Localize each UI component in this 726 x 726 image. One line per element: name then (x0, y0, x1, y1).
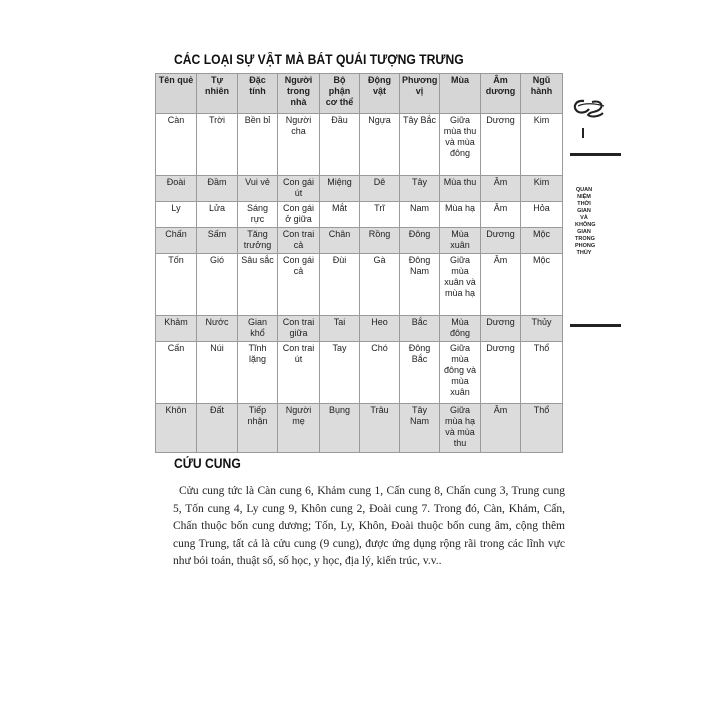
table-cell: Giữa mùa thu và mùa đông (440, 114, 481, 176)
table-cell: Tai (320, 316, 360, 342)
header-cell: Đặc tính (238, 74, 278, 114)
table-cell: Con gái út (278, 176, 320, 202)
table-cell: Bắc (400, 316, 440, 342)
table-cell: Tay (320, 342, 360, 404)
table-cell: Ly (156, 202, 197, 228)
header-cell: Bộ phận cơ thể (320, 74, 360, 114)
table-cell: Con gái cả (278, 254, 320, 316)
table-cell: Tĩnh lặng (238, 342, 278, 404)
table-cell: Đông Bắc (400, 342, 440, 404)
table-row (156, 254, 563, 316)
table-cell: Trâu (360, 404, 400, 453)
table-title: CÁC LOẠI SỰ VẬT MÀ BÁT QUÁI TƯỢNG TRƯNG (174, 52, 464, 67)
table-cell: Sấm (197, 228, 238, 254)
table-cell: Mùa thu (440, 176, 481, 202)
table-cell: Nam (400, 202, 440, 228)
table-row (156, 404, 563, 453)
table-cell: Chấn (156, 228, 197, 254)
table-cell: Mộc (521, 228, 563, 254)
table-cell: Kim (521, 176, 563, 202)
table-cell: Rồng (360, 228, 400, 254)
table-cell: Thủy (521, 316, 563, 342)
table-cell: Sáng rực (238, 202, 278, 228)
table-cell: Dương (481, 342, 521, 404)
table-cell: Mộc (521, 254, 563, 316)
table-cell: Hỏa (521, 202, 563, 228)
table-cell: Âm (481, 254, 521, 316)
header-cell: Tên quẻ (156, 74, 197, 114)
table-cell: Đầu (320, 114, 360, 176)
table-cell: Con trai út (278, 342, 320, 404)
table-cell: Dê (360, 176, 400, 202)
table-cell: Heo (360, 316, 400, 342)
table-cell: Âm (481, 176, 521, 202)
table-cell: Tây Nam (400, 404, 440, 453)
table-cell: Khôn (156, 404, 197, 453)
header-cell: Mùa (440, 74, 481, 114)
table-cell: Thổ (521, 404, 563, 453)
section-title: CỬU CUNG (174, 456, 241, 471)
sidebar-word: VÀ (580, 215, 588, 221)
table-cell: Giữa mùa xuân và mùa hạ (440, 254, 481, 316)
table-row (156, 176, 563, 202)
table-cell: Trời (197, 114, 238, 176)
bat-quai-table (155, 73, 563, 453)
table-cell: Tây (400, 176, 440, 202)
sidebar-word: GIAN (577, 229, 591, 235)
header-cell: Động vật (360, 74, 400, 114)
sidebar-bottom-rule (570, 324, 621, 327)
table-cell: Kim (521, 114, 563, 176)
table-cell: Người mẹ (278, 404, 320, 453)
table-cell: Thổ (521, 342, 563, 404)
table-cell: Núi (197, 342, 238, 404)
table-cell: Đùi (320, 254, 360, 316)
sidebar-word: THỜI (577, 201, 591, 207)
table-cell: Giữa mùa hạ và mùa thu (440, 404, 481, 453)
table-row (156, 228, 563, 254)
table-cell: Con trai cả (278, 228, 320, 254)
table-row (156, 202, 563, 228)
sidebar-word: QUAN (575, 187, 593, 193)
table-cell: Chân (320, 228, 360, 254)
header-cell: Tự nhiên (197, 74, 238, 114)
sidebar-word: GIAN (577, 208, 591, 214)
table-cell: Tốn (156, 254, 197, 316)
table-cell: Tiếp nhận (238, 404, 278, 453)
sidebar-word: THỦY (576, 250, 592, 256)
table-cell: Gian khổ (238, 316, 278, 342)
table-cell: Tây Bắc (400, 114, 440, 176)
table-cell: Dương (481, 114, 521, 176)
table-row (156, 342, 563, 404)
table-row (156, 316, 563, 342)
table-cell: Lửa (197, 202, 238, 228)
header-cell: Phương vị (400, 74, 440, 114)
table-cell: Đầm (197, 176, 238, 202)
table-row (156, 114, 563, 176)
table-cell: Con trai giữa (278, 316, 320, 342)
table-cell: Ngựa (360, 114, 400, 176)
sidebar-word: NIỆM (577, 194, 591, 200)
sidebar-word: PHONG (575, 243, 596, 249)
table-cell: Âm (481, 202, 521, 228)
table-cell: Mùa đông (440, 316, 481, 342)
table-cell: Bụng (320, 404, 360, 453)
table-cell: Sâu sắc (238, 254, 278, 316)
sidebar-book-title (575, 187, 596, 257)
table-cell: Âm (481, 404, 521, 453)
table-cell: Vui vẻ (238, 176, 278, 202)
table-cell: Cấn (156, 342, 197, 404)
table-cell: Mùa hạ (440, 202, 481, 228)
page-marker (582, 128, 584, 138)
sidebar-top-rule (570, 153, 621, 156)
section-paragraph: Cửu cung tức là Càn cung 6, Khảm cung 1, Cấn cung 8, Chấn cung 3, Trung cung 5, Tốn cung 4, Ly cung 9, Khôn cung 2, Đoài cung 7. Trong đó, Càn, Khảm, Cấn, Chấn thuộc bốn cung dương; Tốn, Ly, Khôn, Đoài thuộc bốn cung âm, cộng thêm cung Trung, tất cả là cửu cung (9 cung), được ứng dụng rộng rãi trong các lĩnh vực như bói toán, thuật số, số học, y học, địa lý, kiến trúc, v.v.. (173, 485, 565, 568)
table-cell: Đoài (156, 176, 197, 202)
header-cell: Ngũ hành (521, 74, 563, 114)
table-cell: Trĩ (360, 202, 400, 228)
table-cell: Gió (197, 254, 238, 316)
sidebar-word: TRONG (575, 236, 595, 242)
table-cell: Giữa mùa đông và mùa xuân (440, 342, 481, 404)
table-cell: Gà (360, 254, 400, 316)
header-cell: Âm dương (481, 74, 521, 114)
book-logo-icon (570, 97, 610, 119)
table-cell: Dương (481, 228, 521, 254)
table-cell: Dương (481, 316, 521, 342)
table-cell: Người cha (278, 114, 320, 176)
table-cell: Chó (360, 342, 400, 404)
table-cell: Con gái ở giữa (278, 202, 320, 228)
table-cell: Đông Nam (400, 254, 440, 316)
table-cell: Mùa xuân (440, 228, 481, 254)
table-cell: Tăng trưởng (238, 228, 278, 254)
table-cell: Đất (197, 404, 238, 453)
table-cell: Bền bỉ (238, 114, 278, 176)
header-cell: Người trong nhà (278, 74, 320, 114)
table-cell: Nước (197, 316, 238, 342)
table-cell: Mắt (320, 202, 360, 228)
sidebar-word: KHÔNG (575, 222, 596, 228)
table-header-row (156, 74, 563, 114)
table-cell: Đông (400, 228, 440, 254)
table-cell: Miệng (320, 176, 360, 202)
table-cell: Khảm (156, 316, 197, 342)
table-cell: Càn (156, 114, 197, 176)
